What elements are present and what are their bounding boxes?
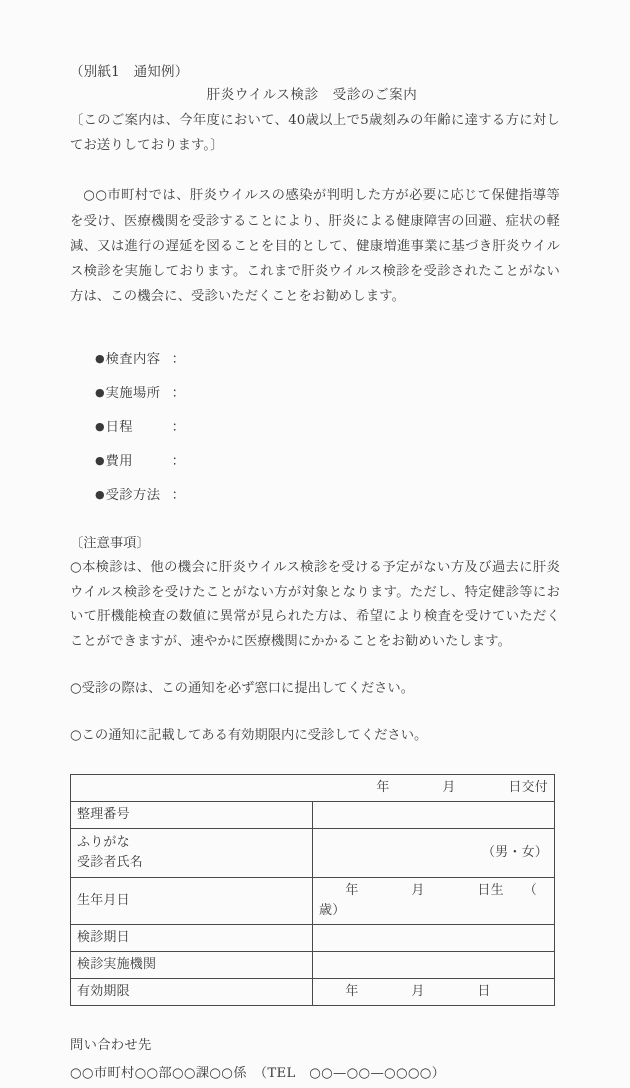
detail-colon: ： <box>171 420 185 436</box>
row-value-exam-date[interactable] <box>313 925 555 952</box>
list-item <box>70 451 560 473</box>
row-label-birthdate: 生年月日 <box>71 878 313 925</box>
issue-date-cell: 年 月 日交付 <box>71 775 555 802</box>
detail-label: 受診方法 <box>105 488 161 504</box>
note-item-second: ○受診の際は、この通知を必ず窓口に提出してください。 <box>70 681 415 697</box>
row-label-exam-date: 検診期日 <box>71 925 313 952</box>
body-paragraph: ○○市町村では、肝炎ウイルスの感染が判明した方が必要に応じて保健指導等を受け、医療機関を受診することにより、肝炎による健康障害の回避、症状の軽減、又は進行の遅延を図ることを目的として、健康増進事業に基づき肝炎ウイルス検診を実施しております。これまで肝炎ウイルス検診を受診されたことがない方は、この機会に、受診いただくことをお勧めします。 <box>70 188 560 305</box>
bullet-icon: ● <box>95 420 105 434</box>
row-value-birthdate[interactable]: 年 月 日生 （ 歳） <box>313 878 555 925</box>
notes-heading: 〔注意事項〕 <box>70 536 150 552</box>
details-list <box>70 349 560 507</box>
table-row <box>71 925 555 952</box>
table-row <box>71 829 555 878</box>
note-item-main: ○本検診は、他の機会に肝炎ウイルス検診を受ける予定がない方及び過去に肝炎ウイルス検診を受けたことがない方が対象となります。ただし、特定健診等において肝機能検査の数値に異常が見られた方は、希望により検査を受けていただくことができますが、速やかに医療機関にかかることをお勧めいたします。 <box>70 560 560 649</box>
row-label-seiri-bango: 整理番号 <box>71 802 313 829</box>
bullet-icon: ● <box>95 352 105 366</box>
row-value-name[interactable]: （男・女） <box>313 829 555 878</box>
detail-colon: ： <box>171 488 185 504</box>
row-label-expiry: 有効期限 <box>71 979 313 1006</box>
detail-colon: ： <box>171 386 185 402</box>
notes-section <box>70 533 560 748</box>
row-label-institution: 検診実施機関 <box>71 952 313 979</box>
row-value-expiry[interactable]: 年 月 日 <box>313 979 555 1006</box>
recipient-form-table <box>70 774 590 1006</box>
list-item <box>70 417 560 439</box>
name-label: 受診者氏名 <box>77 855 144 871</box>
detail-colon: ： <box>171 454 185 470</box>
table-row <box>71 979 555 1006</box>
table-row <box>71 775 555 802</box>
note-item-third: ○この通知に記載してある有効期限内に受診してください。 <box>70 728 428 744</box>
row-value-seiri-bango[interactable] <box>313 802 555 829</box>
bullet-icon: ● <box>95 454 105 468</box>
bullet-icon: ● <box>95 386 105 400</box>
row-value-institution[interactable] <box>313 952 555 979</box>
list-item <box>70 383 560 405</box>
table-row <box>71 952 555 979</box>
table-row <box>71 802 555 829</box>
detail-label: 実施場所 <box>105 386 161 402</box>
detail-label: 検査内容 <box>105 352 161 368</box>
contact-footer <box>70 1032 560 1088</box>
list-item <box>70 485 560 507</box>
furigana-label: ふりがな <box>77 835 130 851</box>
list-item <box>70 349 560 371</box>
page-title: 肝炎ウイルス検診 受診のご案内 <box>206 87 418 103</box>
row-label-name <box>71 829 313 878</box>
contact-detail: ○○市町村○○部○○課○○係 （TEL ○○—○○—○○○○） <box>70 1066 446 1082</box>
attachment-label: （別紙1 通知例） <box>70 64 189 80</box>
table-row <box>71 878 555 925</box>
detail-label: 費用 <box>105 454 134 470</box>
bullet-icon: ● <box>95 488 105 502</box>
intro-paragraph: 〔このご案内は、今年度において、40歳以上で5歳刻みの年齢に達する方に対してお送りしております。〕 <box>70 113 560 154</box>
contact-heading: 問い合わせ先 <box>70 1038 152 1054</box>
detail-colon: ： <box>171 352 185 368</box>
detail-label: 日程 <box>105 420 134 436</box>
